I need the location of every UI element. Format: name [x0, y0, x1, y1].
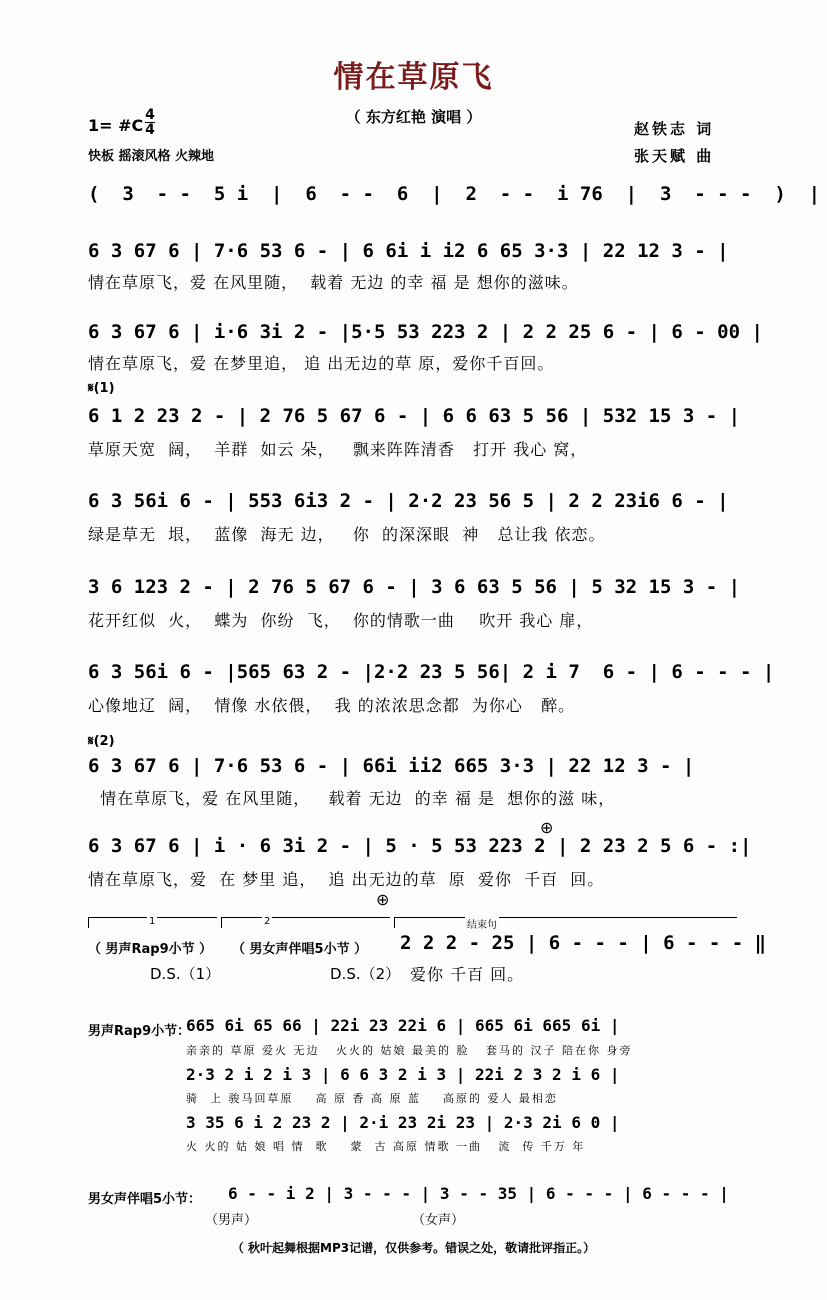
notation-line-4: 6 3 56i 6 - | 553 6i3 2 - | 2·2 23 56 5 | 2 2 23i6 6 - |	[88, 490, 729, 512]
lyric-line-7: 情在草原飞，爱 在风里随， 载着 无边 的幸 福 是 想你的滋 味，	[88, 789, 616, 808]
lyric-line-3: 草原天宽 阔， 羊群 如云 朵， 飘来阵阵清香 打开 我心 窝，	[88, 440, 588, 459]
notation-line-8: 6 3 67 6 | i · 6 3i 2 - | 5 · 5 53 223 2 | 2 23 2 5 6 - :|	[88, 835, 752, 857]
lyric-line-8: 情在草原飞，爱 在 梦里 追， 追 出无边的草 原 爱你 千百 回。	[88, 870, 605, 889]
time-top: 4	[145, 107, 155, 123]
male-rap-ref: （ 男声Rap9小节 ）	[88, 942, 213, 957]
ds-1: D.S.（1）	[150, 965, 221, 983]
coda-sign-1: ⊕	[540, 818, 554, 837]
notation-line-7: 6 3 67 6 | 7·6 53 6 - | 66i ii2 665 3·3 | 22 12 3 - |	[88, 755, 695, 777]
composer: 张天赋 曲	[634, 147, 715, 165]
rap-label: 男声Rap9小节：	[88, 1024, 191, 1039]
lyricist: 赵铁志 词	[634, 120, 715, 138]
rap-notes-1: 665 6i 65 66 | 22i 23 22i 6 | 665 6i 665 6i |	[186, 1016, 620, 1035]
final-notation: 2 2 2 - 25 | 6 - - - | 6 - - - ‖	[400, 932, 767, 954]
time-bottom: 4	[145, 122, 155, 138]
ds-2: D.S.（2）	[330, 965, 401, 983]
notation-line-1: 6 3 67 6 | 7·6 53 6 - | 6 6i i i2 6 65 3·3 | 22 12 3 - |	[88, 240, 729, 262]
volta-1-label: 1	[149, 916, 156, 927]
lyric-line-5: 花开红似 火， 蝶为 你纷 飞， 你的情歌一曲 吹开 我心 扉，	[88, 611, 594, 630]
lyric-line-2: 情在草原飞，爱 在梦里追， 追 出无边的草 原，爱你千百回。	[88, 354, 555, 373]
rap-lyric-3: 火 火的 姑 娘 唱 情 歌 蒙 古 高原 情歌 一曲 流 传 千万 年	[186, 1140, 586, 1153]
rap-lyric-2: 骑 上 骏马回草原 高 原 香 高 原 蓝 高原的 爱人 最相恋	[186, 1092, 558, 1105]
notation-line-2: 6 3 67 6 | i·6 3i 2 - |5·5 53 223 2 | 2 2 25 6 - | 6 - 00 |	[88, 321, 763, 343]
lyric-line-1: 情在草原飞，爱 在风里随， 载着 无边 的幸 福 是 想你的滋味。	[88, 273, 579, 292]
lyric-line-4: 绿是草无 垠， 蓝像 海无 边， 你 的深深眼 神 总让我 依恋。	[88, 525, 606, 544]
segno-1: 𝄋(1)	[88, 381, 115, 396]
lyric-line-6: 心像地辽 阔， 情像 水依偎， 我 的浓浓思念都 为你心 醉。	[88, 696, 576, 715]
transcriber-note: （ 秋叶起舞根据MP3记谱，仅供参考。错误之处，敬请批评指正。）	[231, 1241, 596, 1255]
final-lyric: 爱你 千百 回。	[410, 965, 525, 984]
ending-phrase-bracket	[394, 917, 737, 931]
rap-notes-3: 3 35 6 i 2 23 2 | 2·i 23 2i 23 | 2·3 2i 6 0 |	[186, 1113, 620, 1132]
ending-phrase-label: 结束句	[465, 916, 499, 931]
rap-lyric-1: 亲亲的 草原 爱火 无边 火火的 姑娘 最美的 脸 套马的 汉子 陪在你 身旁	[186, 1044, 633, 1057]
song-title: 情在草原飞	[333, 60, 494, 95]
volta-2-label: 2	[264, 916, 271, 927]
duet-label: 男女声伴唱5小节：	[88, 1192, 202, 1207]
volta-2	[221, 917, 390, 928]
male-voice-label: （男声）	[205, 1213, 258, 1228]
key-signature: 1= #C	[88, 116, 144, 135]
coda-sign-2: ⊕	[376, 890, 390, 909]
duet-notes: 6 - - i 2 | 3 - - - | 3 - - 35 | 6 - - - | 6 - - - |	[228, 1184, 729, 1203]
time-signature	[145, 108, 155, 137]
female-voice-label: （女声）	[412, 1213, 465, 1228]
volta-1	[88, 917, 217, 928]
volta-brackets	[88, 911, 736, 931]
notation-line-6: 6 3 56i 6 - |565 63 2 - |2·2 23 5 56| 2 i 7 6 - | 6 - - - |	[88, 661, 775, 683]
duet-ref: （ 男女声伴唱5小节 ）	[232, 942, 368, 957]
notation-line-5: 3 6 123 2 - | 2 76 5 67 6 - | 3 6 63 5 56 | 5 32 15 3 - |	[88, 576, 741, 598]
segno-2: 𝄋(2)	[88, 734, 115, 749]
tempo-style: 快板 摇滚风格 火辣地	[88, 149, 215, 164]
rap-notes-2: 2·3 2 i 2 i 3 | 6 6 3 2 i 3 | 22i 2 3 2 i 6 |	[186, 1065, 620, 1084]
singer-credit: （ 东方红艳 演唱 ）	[345, 108, 482, 126]
notation-line-3: 6 1 2 23 2 - | 2 76 5 67 6 - | 6 6 63 5 56 | 532 15 3 - |	[88, 405, 741, 427]
intro-line: ( 3 - - 5 i | 6 - - 6 | 2 - - i 76 | 3 - - - ) |	[88, 183, 821, 205]
